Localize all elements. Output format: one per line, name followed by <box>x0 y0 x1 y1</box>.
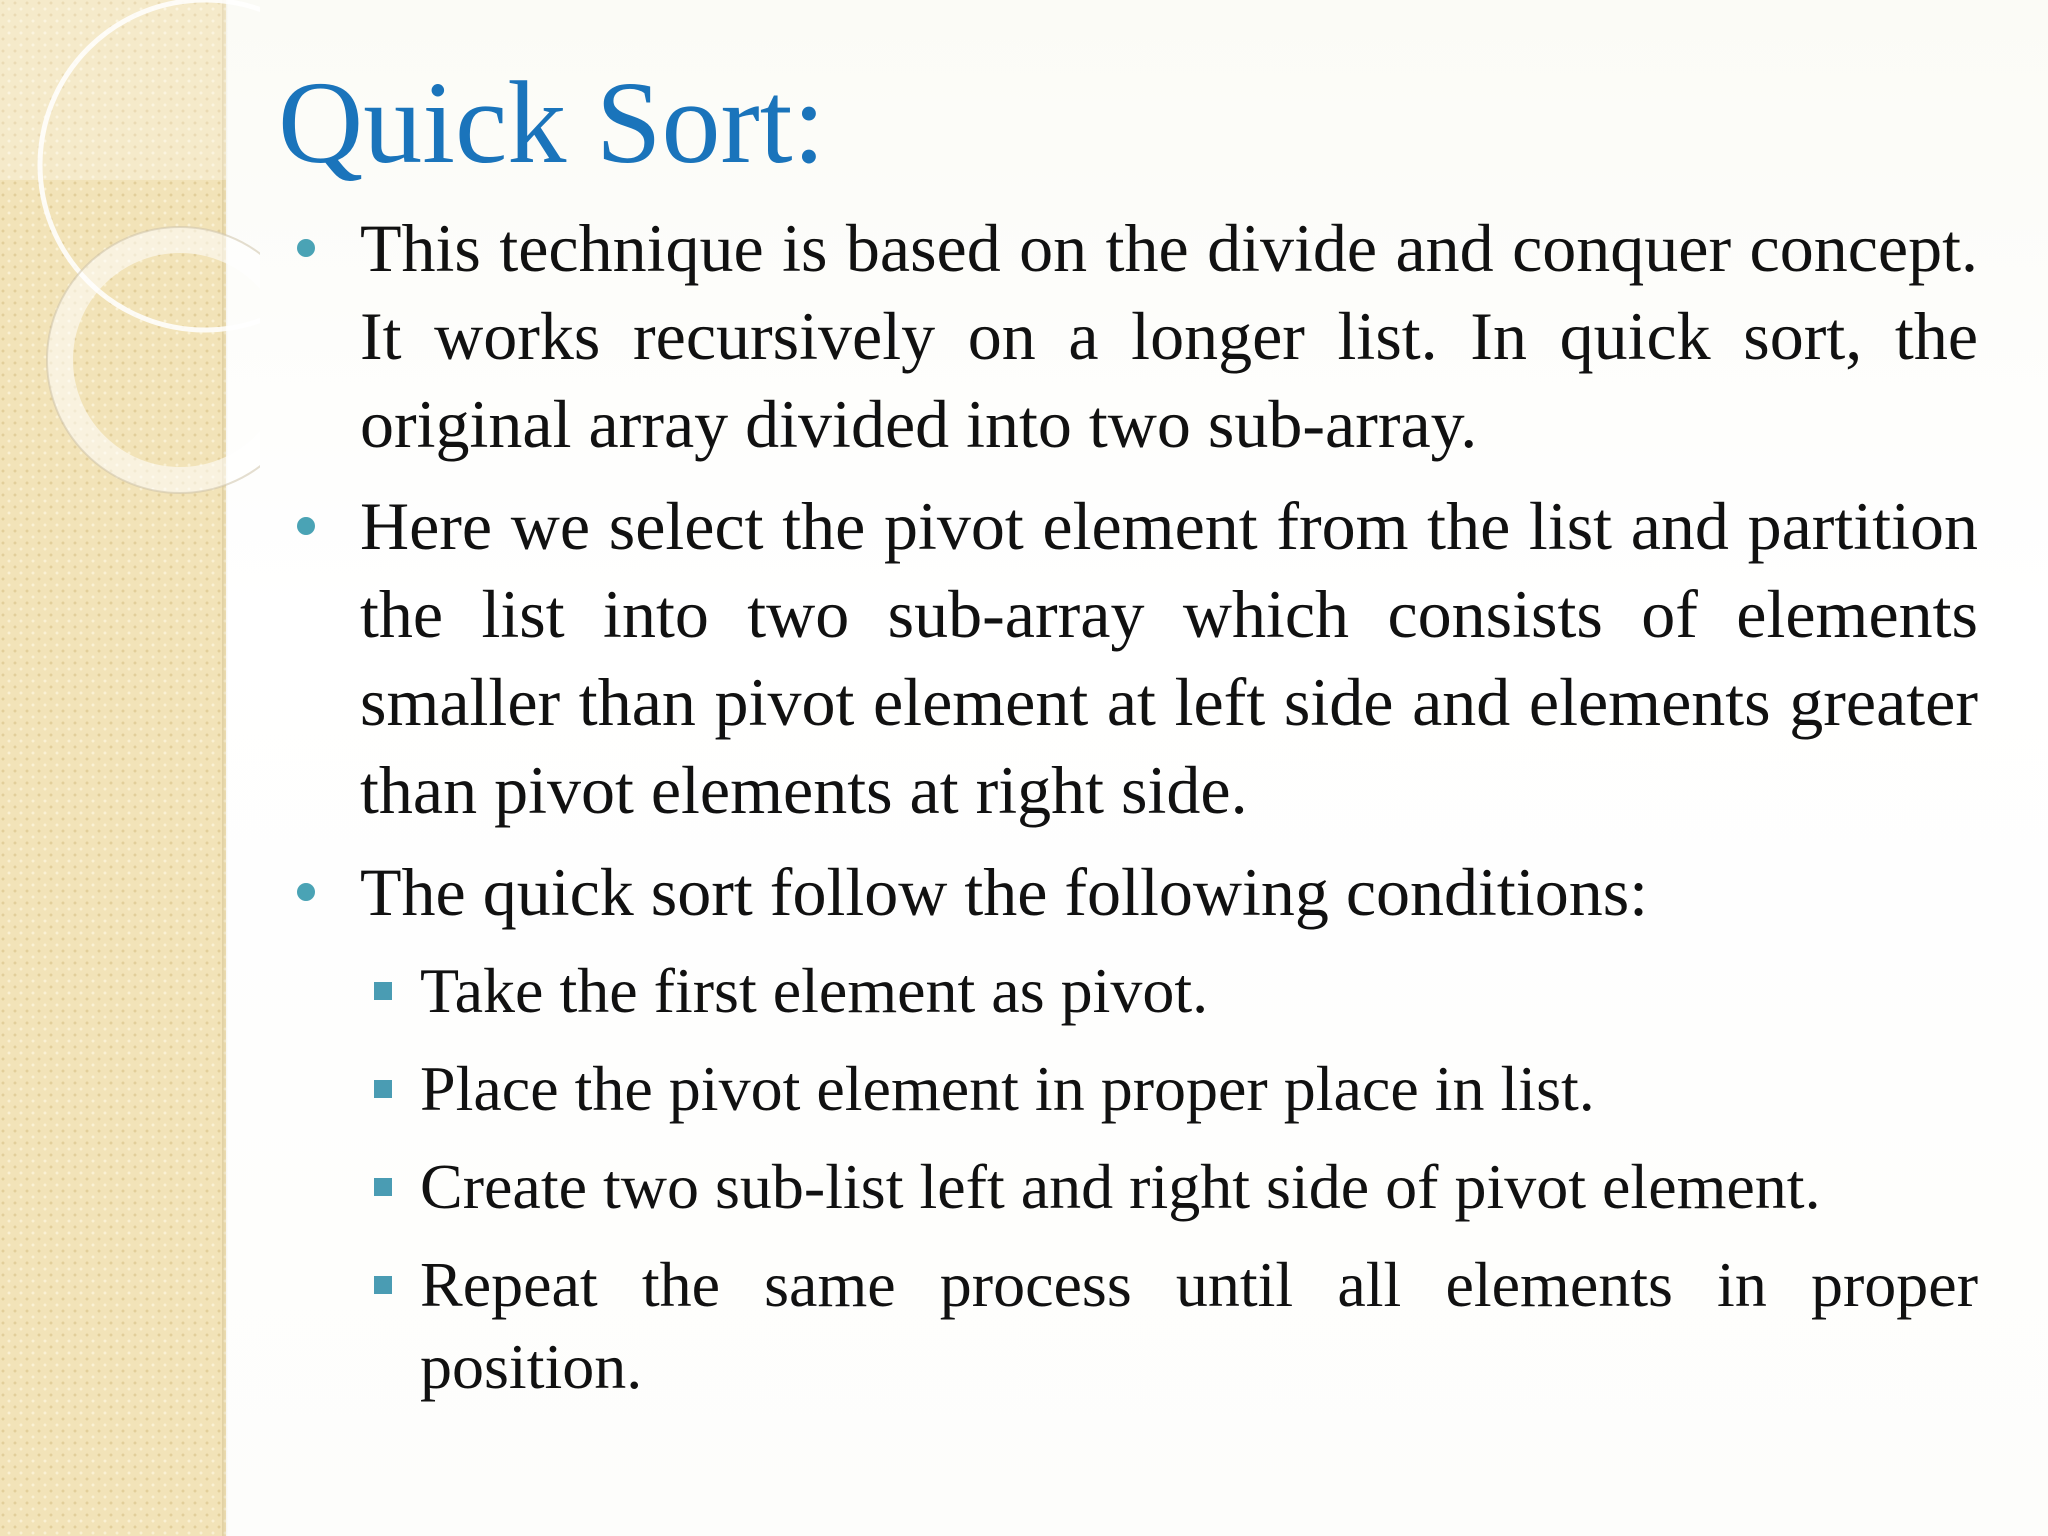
bullet-dot-icon <box>297 517 315 535</box>
sub-bullet-text: Take the first element as pivot. <box>420 955 1209 1026</box>
bullet-dot-icon <box>297 883 315 901</box>
sub-bullet-item <box>292 1244 1978 1408</box>
square-bullet-icon <box>374 1276 392 1294</box>
slide-title: Quick Sort: <box>278 57 826 188</box>
conditions-sublist <box>292 950 1978 1408</box>
sub-bullet-text: Create two sub-list left and right side of pivot element. <box>420 1151 1821 1222</box>
bullet-text: Here we select the pivot element from the list and partition the list into two sub-array which consists of elements smaller than pivot element at left side and elements greater than pivot elements at right side. <box>360 488 1978 828</box>
bullet-dot-icon <box>297 239 315 257</box>
decorative-ring-outline <box>47 227 260 493</box>
square-bullet-icon <box>374 1080 392 1098</box>
sub-bullet-text: Place the pivot element in proper place in list. <box>420 1053 1595 1124</box>
bullet-item <box>292 204 1978 468</box>
decorative-rings <box>0 0 260 520</box>
decorative-thick-ring <box>60 240 260 480</box>
sub-bullet-item <box>292 1146 1978 1228</box>
square-bullet-icon <box>374 982 392 1000</box>
bullet-item <box>292 482 1978 834</box>
sub-bullet-item <box>292 950 1978 1032</box>
sub-bullet-item <box>292 1048 1978 1130</box>
sub-bullet-text: Repeat the same process until all elements in proper position. <box>420 1249 1978 1402</box>
slide-content <box>292 204 1978 1424</box>
square-bullet-icon <box>374 1178 392 1196</box>
bullet-text: This technique is based on the divide and conquer concept. It works recursively on a longer list. In quick sort, the original array divided into two sub-array. <box>360 210 1978 462</box>
bullet-item <box>292 848 1978 936</box>
bullet-text: The quick sort follow the following conditions: <box>360 854 1649 930</box>
